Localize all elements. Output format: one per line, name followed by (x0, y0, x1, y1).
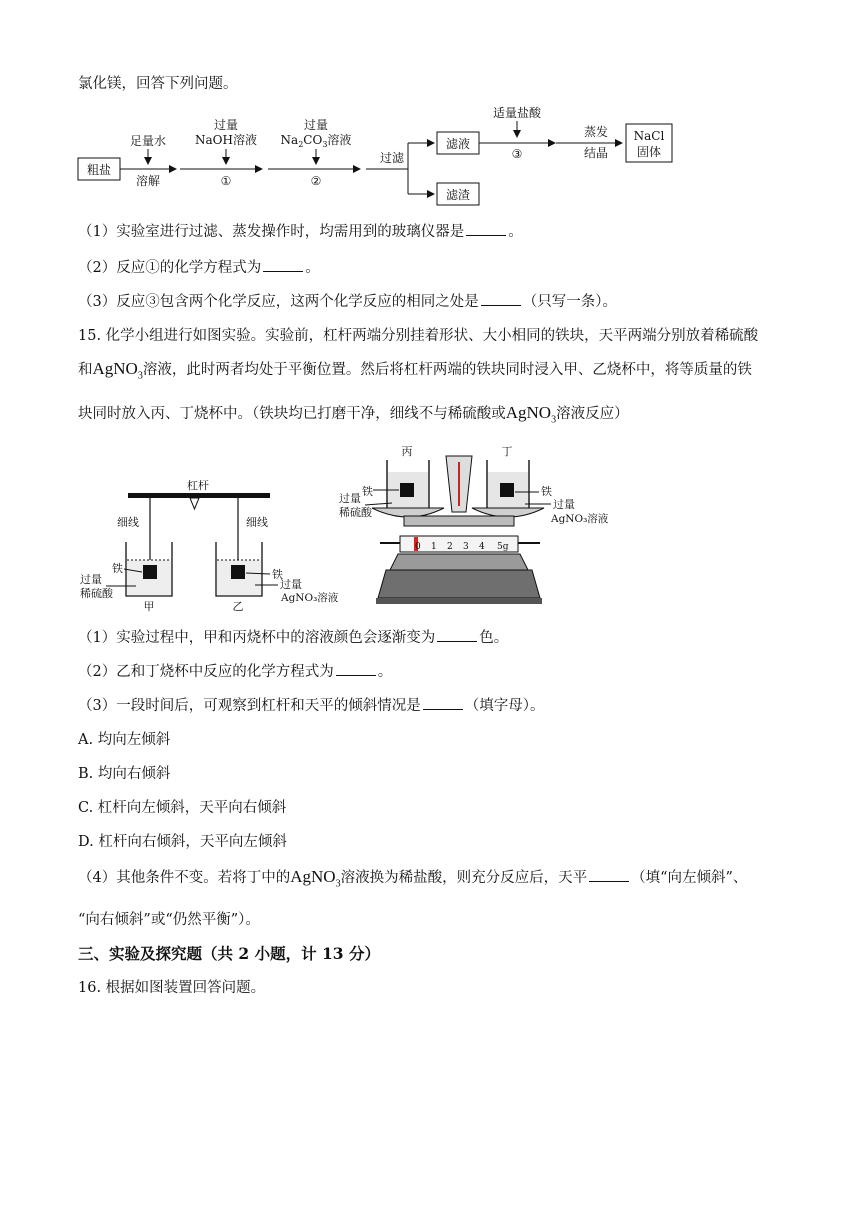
svg-text:溶解: 溶解 (135, 174, 161, 188)
iron-block (143, 565, 157, 579)
svg-text:铁: 铁 (272, 568, 283, 581)
svg-text:乙: 乙 (232, 600, 244, 613)
svg-text:过量: 过量 (553, 498, 575, 511)
svg-text:铁: 铁 (112, 562, 123, 575)
iron-block (500, 483, 514, 497)
q14-part2: （2）反应①的化学方程式为 。 (78, 260, 320, 276)
svg-text:3: 3 (463, 542, 469, 552)
svg-text:过量: 过量 (80, 573, 102, 586)
q15-part2: （2）乙和丁烧杯中反应的化学方程式为 。 (78, 664, 393, 680)
svg-text:细线: 细线 (117, 516, 139, 529)
q15-part1: （1）实验过程中，甲和丙烧杯中的溶液颜色会逐渐变为 色。 (78, 630, 509, 646)
q15-stem-line2: 和AgNO$_3$溶液，此时两者均处于平衡位置。然后将杠杆两端的铁块同时浸入甲、乙烧杯中，将等质量的铁 (78, 359, 752, 382)
svg-text:甲: 甲 (143, 600, 155, 613)
section-heading: 三、实验及探究题（共 2 小题，计 13 分） (78, 944, 380, 963)
svg-text:②: ② (310, 174, 322, 188)
q16-stem: 16. 根据如图装置回答问题。 (78, 980, 266, 996)
svg-text:2: 2 (447, 542, 453, 552)
option-a[interactable]: A. 均向左倾斜 (78, 732, 171, 748)
q15-stem-line3: 块同时放入丙、丁烧杯中。（铁块均已打磨干净，细线不与稀硫酸或AgNO$_3$溶液反应） (78, 403, 629, 426)
svg-text:NaOH溶液: NaOH溶液 (195, 133, 257, 147)
svg-text:稀硫酸: 稀硫酸 (339, 506, 372, 519)
svg-text:丙: 丙 (401, 445, 413, 458)
svg-text:③: ③ (511, 147, 523, 161)
q15-part4: （4）其他条件不变。若将丁中的AgNO$_3$溶液换为稀盐酸，则充分反应后，天平 （填“向左倾斜”、 (78, 867, 748, 890)
svg-text:铁: 铁 (362, 485, 373, 498)
option-d[interactable]: D. 杠杆向右倾斜，天平向左倾斜 (78, 834, 287, 850)
q15-part3: （3）一段时间后，可观察到杠杆和天平的倾斜情况是 （填字母）。 (78, 698, 545, 714)
svg-text:过滤: 过滤 (379, 151, 405, 165)
answer-blank[interactable] (336, 663, 376, 676)
svg-text:细线: 细线 (246, 516, 268, 529)
answer-blank[interactable] (481, 293, 521, 306)
option-c[interactable]: C. 杠杆向左倾斜，天平向右倾斜 (78, 800, 287, 816)
iron-block (400, 483, 414, 497)
svg-text:足量水: 足量水 (129, 134, 167, 148)
answer-blank[interactable] (466, 223, 506, 236)
q14-part1: （1）实验室进行过滤、蒸发操作时，均需用到的玻璃仪器是 。 (78, 224, 523, 240)
na2co3-label: $Na_2CO_3$溶液 (280, 133, 352, 149)
svg-text:AgNO₃溶液: AgNO₃溶液 (281, 592, 339, 604)
answer-blank[interactable] (589, 869, 629, 882)
iron-block (231, 565, 245, 579)
svg-text:过量: 过量 (303, 118, 329, 132)
experiment-figure (0, 435, 860, 625)
svg-text:适量盐酸: 适量盐酸 (492, 106, 542, 120)
intro-text: 氯化镁，回答下列问题。 (78, 76, 238, 92)
svg-text:0: 0 (415, 542, 421, 552)
svg-text:滤渣: 滤渣 (445, 188, 471, 202)
crude-salt-label: 粗盐 (86, 163, 112, 177)
svg-text:固体: 固体 (636, 145, 662, 159)
svg-text:结晶: 结晶 (583, 146, 609, 160)
svg-text:丁: 丁 (501, 445, 513, 458)
q14-part3: （3）反应③包含两个化学反应，这两个化学反应的相同之处是 （只写一条）。 (78, 294, 617, 310)
answer-blank[interactable] (423, 697, 463, 710)
svg-text:过量: 过量 (339, 492, 361, 505)
q15-part4-line2: “向右倾斜”或“仍然平衡”）。 (78, 912, 260, 928)
option-b[interactable]: B. 均向右倾斜 (78, 766, 171, 782)
agno3-formula: AgNO$_3$ (92, 359, 143, 382)
lever-bar (128, 493, 270, 498)
svg-text:蒸发: 蒸发 (583, 125, 609, 139)
svg-text:杠杆: 杠杆 (187, 479, 209, 492)
answer-blank[interactable] (437, 629, 477, 642)
agno3-formula: AgNO$_3$ (505, 403, 557, 426)
svg-text:4: 4 (479, 542, 485, 552)
answer-blank[interactable] (263, 259, 303, 272)
svg-text:①: ① (220, 174, 232, 188)
svg-text:稀硫酸: 稀硫酸 (80, 587, 113, 600)
svg-text:过量: 过量 (280, 578, 302, 591)
q15-stem-line1: 15. 化学小组进行如图实验。实验前，杠杆两端分别挂着形状、大小相同的铁块，天平两端分别放着稀硫酸 (78, 328, 759, 344)
svg-text:AgNO₃溶液: AgNO₃溶液 (551, 513, 609, 525)
svg-text:5g: 5g (497, 542, 509, 552)
agno3-formula: AgNO$_3$ (290, 867, 341, 890)
svg-text:1: 1 (431, 542, 437, 552)
svg-text:NaCl: NaCl (633, 129, 665, 143)
svg-text:过量: 过量 (213, 118, 239, 132)
svg-text:滤液: 滤液 (445, 137, 471, 151)
svg-text:铁: 铁 (541, 485, 552, 498)
